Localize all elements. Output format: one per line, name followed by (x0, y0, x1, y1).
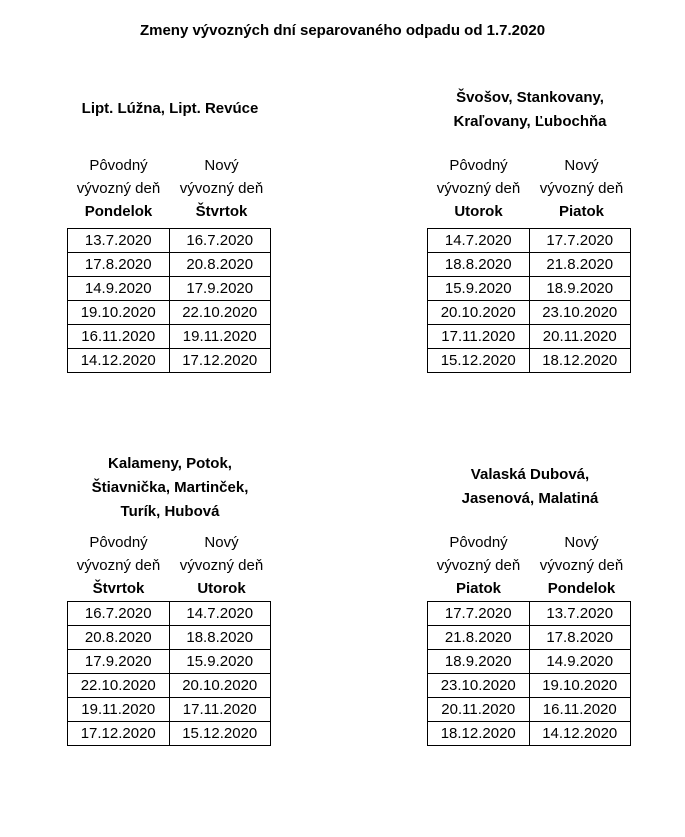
new-date-cell: 13.7.2020 (529, 602, 631, 626)
block-heading (407, 463, 653, 511)
new-day-header (530, 154, 633, 223)
new-weekday: Utorok (197, 580, 246, 597)
original-date-cell: 14.7.2020 (428, 229, 530, 253)
table-row (428, 325, 631, 349)
table-row (428, 349, 631, 373)
new-date-cell: 15.9.2020 (169, 650, 271, 674)
header-line: vývozný deň (539, 180, 624, 197)
original-date-cell: 14.9.2020 (68, 277, 170, 301)
original-date-cell: 20.11.2020 (428, 698, 530, 722)
heading-line: Lipt. Lúžna, Lipt. Revúce (81, 100, 259, 117)
header-line: Nový (204, 534, 239, 551)
table-row (428, 674, 631, 698)
heading-line: Valaská Dubová, (470, 466, 590, 483)
table-row (68, 325, 271, 349)
original-date-cell: 23.10.2020 (428, 674, 530, 698)
dates-table (67, 601, 271, 746)
heading-line: Kalameny, Potok, (108, 455, 232, 472)
original-date-cell: 20.10.2020 (428, 301, 530, 325)
column-headers (427, 154, 633, 223)
new-date-cell: 22.10.2020 (169, 301, 271, 325)
original-date-cell: 21.8.2020 (428, 626, 530, 650)
original-date-cell: 17.12.2020 (68, 722, 170, 746)
new-date-cell: 14.7.2020 (169, 602, 271, 626)
table-row (428, 722, 631, 746)
new-day-header (170, 154, 273, 223)
column-headers (67, 154, 273, 223)
new-date-cell: 17.12.2020 (169, 349, 271, 373)
new-date-cell: 20.10.2020 (169, 674, 271, 698)
original-date-cell: 17.9.2020 (68, 650, 170, 674)
new-date-cell: 20.11.2020 (529, 325, 631, 349)
new-date-cell: 17.11.2020 (169, 698, 271, 722)
header-line: vývozný deň (436, 557, 521, 574)
original-date-cell: 18.12.2020 (428, 722, 530, 746)
original-weekday: Utorok (454, 203, 503, 220)
table-row (428, 229, 631, 253)
block-heading (407, 86, 653, 134)
heading-line: Jasenová, Malatiná (461, 490, 599, 507)
new-date-cell: 19.11.2020 (169, 325, 271, 349)
header-line: vývozný deň (76, 557, 161, 574)
table-row (68, 626, 271, 650)
table-row (68, 229, 271, 253)
original-date-cell: 17.7.2020 (428, 602, 530, 626)
header-line: Nový (564, 534, 599, 551)
original-date-cell: 19.10.2020 (68, 301, 170, 325)
new-day-header (530, 531, 633, 600)
original-weekday: Piatok (455, 580, 501, 597)
page-title: Zmeny vývozných dní separovaného odpadu od 1.7.2020 (139, 22, 546, 39)
original-date-cell: 19.11.2020 (68, 698, 170, 722)
heading-line: Turík, Hubová (120, 503, 220, 520)
table-row (68, 277, 271, 301)
new-date-cell: 18.12.2020 (529, 349, 631, 373)
table-row (68, 349, 271, 373)
table-row (428, 301, 631, 325)
new-date-cell: 14.9.2020 (529, 650, 631, 674)
table-row (68, 602, 271, 626)
new-date-cell: 17.8.2020 (529, 626, 631, 650)
header-line: vývozný deň (436, 180, 521, 197)
original-date-cell: 22.10.2020 (68, 674, 170, 698)
new-date-cell: 18.9.2020 (529, 277, 631, 301)
new-date-cell: 20.8.2020 (169, 253, 271, 277)
dates-table (427, 228, 631, 373)
heading-line: Štiavnička, Martinček, (91, 479, 249, 496)
heading-line: Švošov, Stankovany, (456, 89, 604, 106)
dates-table (427, 601, 631, 746)
table-row (428, 253, 631, 277)
new-date-cell: 21.8.2020 (529, 253, 631, 277)
new-day-header (170, 531, 273, 600)
new-weekday: Štvrtok (195, 203, 248, 220)
original-date-cell: 15.9.2020 (428, 277, 530, 301)
original-weekday: Štvrtok (92, 580, 145, 597)
new-date-cell: 23.10.2020 (529, 301, 631, 325)
header-line: Pôvodný (449, 157, 508, 174)
header-line: Pôvodný (89, 157, 148, 174)
block-heading (47, 97, 293, 121)
header-line: Pôvodný (89, 534, 148, 551)
original-date-cell: 17.11.2020 (428, 325, 530, 349)
original-date-cell: 15.12.2020 (428, 349, 530, 373)
header-line: vývozný deň (179, 180, 264, 197)
original-date-cell: 18.9.2020 (428, 650, 530, 674)
original-date-cell: 16.7.2020 (68, 602, 170, 626)
heading-line: Kraľovany, Ľubochňa (453, 113, 607, 130)
table-row (428, 277, 631, 301)
header-line: Nový (204, 157, 239, 174)
new-date-cell: 14.12.2020 (529, 722, 631, 746)
table-row (428, 650, 631, 674)
table-row (68, 650, 271, 674)
column-headers (67, 531, 273, 600)
original-date-cell: 14.12.2020 (68, 349, 170, 373)
original-date-cell: 17.8.2020 (68, 253, 170, 277)
original-day-header (67, 154, 170, 223)
new-date-cell: 17.7.2020 (529, 229, 631, 253)
new-date-cell: 16.11.2020 (529, 698, 631, 722)
table-row (428, 602, 631, 626)
original-day-header (427, 531, 530, 600)
original-day-header (67, 531, 170, 600)
block-heading (47, 452, 293, 524)
table-row (68, 253, 271, 277)
new-date-cell: 19.10.2020 (529, 674, 631, 698)
column-headers (427, 531, 633, 600)
header-line: Nový (564, 157, 599, 174)
new-date-cell: 15.12.2020 (169, 722, 271, 746)
original-date-cell: 13.7.2020 (68, 229, 170, 253)
original-date-cell: 20.8.2020 (68, 626, 170, 650)
new-weekday: Pondelok (547, 580, 616, 597)
table-row (68, 722, 271, 746)
original-date-cell: 16.11.2020 (68, 325, 170, 349)
table-row (428, 626, 631, 650)
header-line: vývozný deň (76, 180, 161, 197)
dates-table (67, 228, 271, 373)
new-date-cell: 17.9.2020 (169, 277, 271, 301)
new-weekday: Piatok (558, 203, 604, 220)
table-row (428, 698, 631, 722)
table-row (68, 698, 271, 722)
header-line: vývozný deň (179, 557, 264, 574)
table-row (68, 301, 271, 325)
table-row (68, 674, 271, 698)
original-date-cell: 18.8.2020 (428, 253, 530, 277)
original-weekday: Pondelok (84, 203, 153, 220)
new-date-cell: 18.8.2020 (169, 626, 271, 650)
original-day-header (427, 154, 530, 223)
new-date-cell: 16.7.2020 (169, 229, 271, 253)
header-line: vývozný deň (539, 557, 624, 574)
header-line: Pôvodný (449, 534, 508, 551)
